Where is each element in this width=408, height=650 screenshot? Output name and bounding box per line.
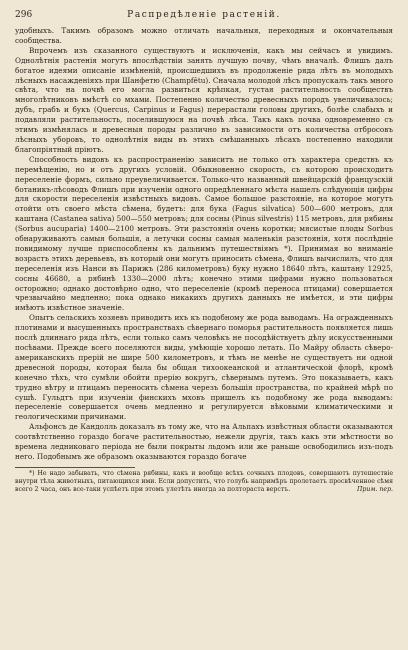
main-text <box>15 26 393 462</box>
paragraph: Альфонсъ де Кандолль доказалъ въ тому же, что на Альпахъ извѣстныя области оказываются соотвѣтственно гораздо богаче растительностью, нежели другія, такъ какъ эти мѣстности во времена ледниковаго періода не были покрыты льдомъ или же раньше освободились изъ-подъ него. Подобнымъ же образомъ оказываются гораздо богаче <box>15 422 393 461</box>
running-title: Распредѣленіе растеній. <box>127 10 281 20</box>
footnote-signature: Прим. пер. <box>357 486 393 494</box>
footnote-divider <box>15 467 135 468</box>
paragraph: Впрочемъ изъ сказанного существуютъ и исключенія, какъ мы сейчасъ и увидимъ. Однолѣтнія растенія могутъ впослѣдствіи занять лучшую почву, чѣмъ вначалѣ. Флишъ далъ богатое идеями описаніе измѣненій, происшедшихъ въ продолженіе ряда лѣтъ въ молодыхъ лѣсныхъ насажденіяхъ при Шанфетю (Champfêtu). Сначала молодой лѣсъ пропускалъ такъ много свѣта, что на почвѣ его могла развиться крѣпкая, густая растительность сообществъ многолѣтниковъ вмѣстѣ со мхами. Постепенно количество древесныхъ породъ увеличивалось; дубъ, грабъ и букъ (Quercus, Carpinus и Fagus) перерастали головы другихъ, болѣе слабыхъ и подавляли растительность, поселившуюся на почвѣ лѣса. Такъ какъ почва одновременно съ этимъ измѣнялась и древесныя породы различно въ зависимости отъ количества отбросовъ лѣсныхъ уборовъ, то однолѣтнія виды въ этихъ смѣшанныхъ лѣсахъ постепенно находили благопріятный пріютъ. <box>15 45 393 154</box>
footnote-text: *) Не надо забывать, что сѣмена рябины, какъ и вообще всѣхъ сочныхъ плодовъ, совершаютъ путешествіе внутри тѣла животныхъ, питающихся ими. Если допустить, что голубь напримѣръ пролетаетъ просвѣченное сѣмя всего 2 часа, онъ все-таки успѣетъ при этомъ улетѣть иногда за полтораста верстъ. <box>15 469 393 494</box>
paragraph: Способность видовъ къ распространенію зависитъ не только отъ характера средствъ къ перемѣщенію, но и отъ другихъ условій. Обыкновенно скорость, съ которою происходитъ переселеніе формъ, сильно преувеличивается. Только-что названный швейцарскій французскій ботаникъ-лѣсоводъ Флишъ при изученіи одного опредѣленнаго мѣста нашелъ слѣдующія цифры для скорости переселенія извѣстныхъ видовъ. Самое большое разстояніе, на которое могутъ отойти отъ своего мѣста сѣмена, будетъ: для бука (Fagus silvatica) 500—600 метровъ, для каштана (Castanea sativa) 500—550 метровъ; для сосны (Pinus silvestris) 115 метровъ, для рябины (Sorbus aucuparia) 1400—2100 метровъ. Эти разстоянія очень коротки; мясистые плоды Sorbus обнаруживаютъ самыя большія, а летучки сосны самыя маленькія разстоянія, хотя послѣдніе повидимому лучше приспособлены къ дальнимъ путешествіямъ *). Принимая во вниманіе возрастъ этихъ деревьевъ, въ который они могутъ приносить сѣмена, Флишъ вычислилъ, что для переселенія изъ Нанси въ Парижъ (286 километровъ) буку нужно 18640 лѣтъ, каштану 12925, сосны 46680, а рябинѣ 1330—2000 лѣтъ; конечно этими цифрами нужно пользоваться осторожно; однако достовѣрно одно, что переселеніе (кромѣ переноса птицами) совершается чрезвычайно медленно; пока однако никакихъ другихъ данныхъ не имѣется, и эти цифры имѣютъ извѣстное значеніе. <box>15 154 393 313</box>
footnote <box>15 470 393 494</box>
paragraph: удобныхъ. Такимъ образомъ можно отличать начальныя, переходныя и окончательныя сообщества. <box>15 26 393 45</box>
page-number: 296 <box>15 10 33 20</box>
paragraph: Опытъ сельскихъ хозяевъ приводитъ ихъ къ подобному же рода выводамъ. На огражденныхъ плотинами и высушенныхъ пространствахъ сѣвернаго поморья растительность появляется лишь послѣ длиннаго ряда лѣтъ, если только самъ человѣкъ не посодѣйствуетъ дѣлу искусственными посѣвами. Прежде всего поселяются виды, умѣющіе хорошо летать. По Майру область сѣверо-американскихъ прерій не шире 500 километровъ, и тѣмъ не менѣе не существуетъ ни одной древесной породы, которая была бы общая тихоокеанской и атлантической флорѣ, кромѣ конечно тѣхъ, что сумѣли обойти прерію вокругъ, сѣвернымъ путемъ. Это показываетъ, какъ трудно вѣтру и птицамъ переносить сѣмена черезъ большія пространства, по крайней мѣрѣ по сушѣ. Гульдтъ при изученіи финскихъ мховъ пришелъ къ подобному же рода выводамъ: переселеніе совершается очень медленно и регулируется вѣковыми климатическими и геологическими причинами. <box>15 313 393 422</box>
running-header <box>15 10 393 24</box>
